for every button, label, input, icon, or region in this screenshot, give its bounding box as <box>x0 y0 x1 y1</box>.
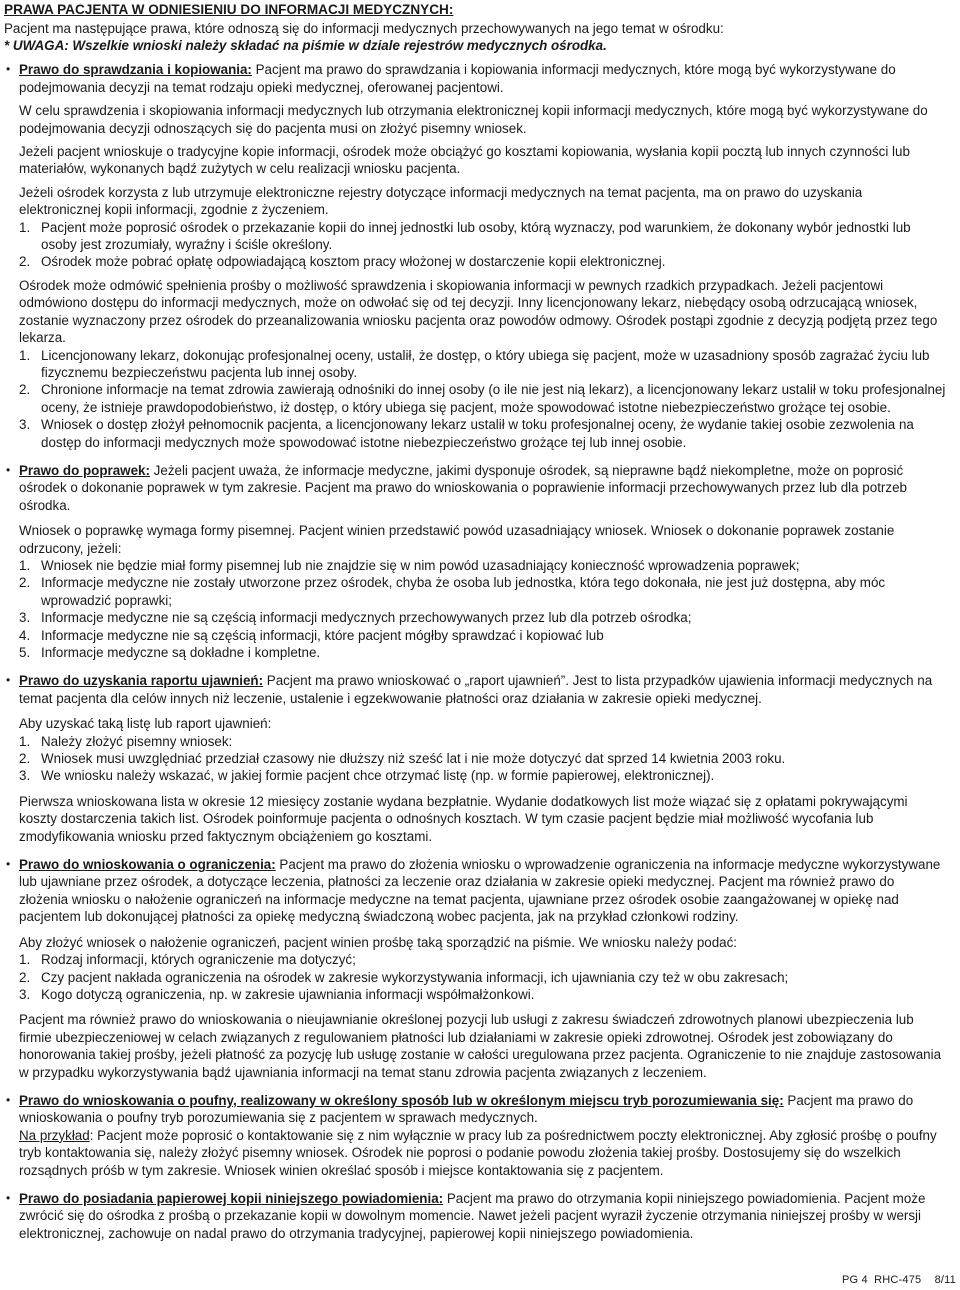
bullet-icon: • <box>6 62 11 77</box>
bullet-icon: • <box>6 857 11 872</box>
section-text: Pacjent ma prawo wnioskować o „raport ujawnień”. Jest to lista przypadków ujawienia informacji medycznych na temat pacjenta dla celów innych niż leczenie, ustalenie i egzekwowanie płatności oraz działania w zakresie opieki medycznej. <box>19 673 933 706</box>
section-heading: Prawo do sprawdzania i kopiowania: <box>19 62 252 78</box>
list-item: 1. Pacjent może poprosić ośrodek o przekazanie kopii do innej jednostki lub osoby, którą wyznaczy, pod warunkiem, że dokonany wybór jednostki lub osoby jest zrozumiały, wyraźny i ściśle określony. <box>19 219 911 253</box>
paragraph: Pierwsza wnioskowana lista w okresie 12 miesięcy zostanie wydana bezpłatnie. Wydanie dodatkowych list może wiązać się z opłatami pokrywającymi koszty dostarczenia takich list. Ośrodek poinformuje pacjenta o odnośnych kosztach. W tym czasie pacjent będzie miał możliwość wycofania lub zmodyfikowania wniosku przed faktycznym obciążeniem go kosztami. <box>19 793 908 844</box>
section-paper-copy <box>4 1190 946 1242</box>
list-item: 1. Należy złożyć pisemny wniosek: <box>19 733 233 749</box>
section-heading: Prawo do posiadania papierowej kopii niniejszego powiadomienia: <box>19 1190 444 1206</box>
paragraph: Aby złożyć wniosek o nałożenie ograniczeń, pacjent winien prośbę taką sporządzić na piśmie. We wniosku należy podać: <box>19 934 738 950</box>
section-heading: Prawo do poprawek: <box>19 462 150 478</box>
list-item: 2. Wniosek musi uwzględniać przedział czasowy nie dłuższy niż sześć lat i nie może dotyczyć dat sprzed 14 kwietnia 2003 roku. <box>19 751 786 767</box>
section-restrictions <box>4 856 946 1081</box>
form-date: 8/11 <box>934 1274 956 1286</box>
list-item: 2. Czy pacjent nakłada ograniczenia na ośrodek w zakresie wykorzystywania informacji, ich ujawniania czy też w obu zakresach; <box>19 969 789 985</box>
example-text: : Pacjent może poprosić o kontaktowanie się z nim wyłącznie w pracy lub za pośrednictwem poczty elektronicznej. Aby zgłosić prośbę o poufny tryb kontaktowania się, należy złożyć pisemny wniosek. Ośrodek nie poprosi o podanie powodu złożenia takiej prośby. Dostosujemy się do wszelkich rozsądnych próśb w tym zakresie. Wniosek winien określać sposób i miejsce kontaktowania się z pacjentem. <box>19 1127 937 1178</box>
numbered-list <box>19 219 946 271</box>
list-item: 3. Wniosek o dostęp złożył pełnomocnik pacjenta, a licencjonowany lekarz ustalił w toku profesjonalnej oceny, że wydanie takiej osobie zezwolenia na dostęp do informacji medycznych może spowodować istotne niebezpieczeństwo grożące tej lub innej osobie. <box>19 417 914 450</box>
bullet-icon: • <box>6 1092 11 1107</box>
section-heading: Prawo do wnioskowania o poufny, realizowany w określony sposób lub w określonym miejscu tryb porozumiewania się: <box>19 1092 784 1108</box>
section-text: Pacjent ma prawo do otrzymania kopii niniejszego powiadomienia. Pacjent może zwrócić się do ośrodka z prośbą o przekazanie kopii w dowolnym momencie. Nawet jeżeli pacjent wyraził życzenie otrzymania niniejszej prośby w wersji elektronicznej, zachowuje on nadal prawo do otrzymania tradycyjnej, papierowej kopii niniejszego powiadomienia. <box>19 1190 926 1241</box>
section-heading: Prawo do uzyskania raportu ujawnień: <box>19 673 264 689</box>
page-title: PRAWA PACJENTA W ODNIESIENIU DO INFORMACJI MEDYCZNYCH: <box>4 2 454 17</box>
section-text: Pacjent ma prawo do złożenia wniosku o wprowadzenie ograniczenia na informacje medyczne wykorzystywane lub ujawniane przez ośrodek, a dotyczące leczenia, płatności za leczenie oraz działania w zakresie opieki medycznej. Pacjent ma również prawo do złożenia wniosku o nałożenie ograniczeń na informacje medyczne na temat pacjenta, ujawniane przez ośrodek osobie zaangażowanej w opiekę nad pacjentem lub dokonującej płatności za opiekę medyczną świadczoną wobec pacjenta, jak na przykład członkowi rodziny. <box>19 857 941 925</box>
section-text: Pacjent ma prawo do wnioskowania o poufny tryb porozumiewania się z pacjentem w sprawach medycznych. <box>19 1092 914 1126</box>
page-number: PG 4 <box>841 1274 868 1286</box>
numbered-list <box>19 347 946 451</box>
paragraph: Jeżeli pacjent wnioskuje o tradycyjne kopie informacji, ośrodek może obciążyć go kosztami kopiowania, wysłania kopii pocztą lub innych czynności lub materiałów, wykonanych bądź zużytych w celu realizacji wniosku pacjenta. <box>19 144 910 177</box>
example-label: Na przykład <box>19 1127 90 1143</box>
list-item: 3. We wniosku należy wskazać, w jakiej formie pacjent chce otrzymać listę (np. w formie papierowej, elektronicznej). <box>19 768 715 784</box>
paragraph: Pacjent ma również prawo do wnioskowania o nieujawnianie określonej pozycji lub usługi z zakresu świadczeń zdrowotnych planowi ubezpieczenia lub firmie ubezpieczeniowej w celach związanych z regulowaniem płatności lub działaniami w zakresie opieki zdrowotnej. Ośrodek jest zobowiązany do honorowania takiej prośby, jeżeli płatność za pozycję lub usługę zostanie w całości uregulowana przez pacjenta. Ograniczenie to nie znajduje zastosowania w przypadku wykorzystywania bądź ujawniania informacji na temat stanu zdrowia pacjenta związanych z leczeniem. <box>19 1012 942 1080</box>
list-item: 1. Wniosek nie będzie miał formy pisemnej lub nie znajdzie się w nim powód uzasadniający konieczność wprowadzenia poprawek; <box>19 557 800 573</box>
intro-text: Pacjent ma następujące prawa, które odnoszą się do informacji medycznych przechowywanych na jego temat w ośrodku: <box>4 21 724 36</box>
numbered-list <box>19 733 946 785</box>
bullet-icon: • <box>6 462 11 477</box>
form-code: RHC-475 <box>874 1274 922 1286</box>
paragraph: Jeżeli ośrodek korzysta z lub utrzymuje elektroniczne rejestry dotyczące informacji medycznych na temat pacjenta, ma on prawo do uzyskania elektronicznej kopii informacji, zgodnie z życzeniem. <box>19 184 863 218</box>
list-item: 1. Rodzaj informacji, których ograniczenie ma dotyczyć; <box>19 952 356 968</box>
list-item: 3. Informacje medyczne nie są częścią informacji medycznych przechowywanych przez lub dla potrzeb ośrodka; <box>19 610 692 626</box>
bullet-icon: • <box>6 1190 11 1205</box>
section-inspect-copy <box>4 61 946 451</box>
list-item: 2. Chronione informacje na temat zdrowia zawierają odnośniki do innej osoby (o ile nie jest nią lekarz), a licencjonowany lekarz ustalił w toku profesjonalnej oceny, że istnieje prawdopodobieństwo, iż dostęp, o który ubiega się pacjent, może spowodować istotne niebezpieczeństwo grożące tej osobie. <box>19 382 946 415</box>
numbered-list <box>19 557 946 661</box>
section-heading: Prawo do wnioskowania o ograniczenia: <box>19 857 276 873</box>
section-confidential-communication <box>4 1092 946 1179</box>
list-item: 2. Ośrodek może pobrać opłatę odpowiadającą kosztom pracy włożonej w dostarczenie kopii elektronicznej. <box>19 254 666 270</box>
list-item: 3. Kogo dotyczą ograniczenia, np. w zakresie ujawniania informacji współmałżonkowi. <box>19 986 535 1002</box>
page-footer <box>839 1274 956 1287</box>
paragraph: Aby uzyskać taką listę lub raport ujawnień: <box>19 716 272 732</box>
section-accounting-disclosures <box>4 672 946 845</box>
list-item: 4. Informacje medyczne nie są częścią informacji, które pacjent mógłby sprawdzać i kopiować lub <box>19 627 604 643</box>
list-item: 5. Informacje medyczne są dokładne i kompletne. <box>19 645 321 660</box>
warning-note: * UWAGA: Wszelkie wnioski należy składać na piśmie w dziale rejestrów medycznych ośrodka. <box>4 38 607 54</box>
list-item: 1. Licencjonowany lekarz, dokonując profesjonalnej oceny, ustalił, że dostęp, o który ubiega się pacjent, może w uzasadniony sposób zagrażać życiu lub fizycznemu bezpieczeństwu pacjenta lub innej osoby. <box>19 347 930 380</box>
paragraph: Ośrodek może odmówić spełnienia prośby o możliwość sprawdzenia i skopiowania informacji w pewnych rzadkich przypadkach. Jeżeli pacjentowi odmówiono dostępu do informacji medycznych, może on odwołać się od tej decyzji. Inny licencjonowany lekarz, niebędący osobą odrzucającą wniosek, zostanie wyznaczony przez ośrodek do przeanalizowania wniosku pacjenta oraz powodów odmowy. Ośrodek postąpi zgodnie z decyzją podjętą przez tego lekarza. <box>19 277 938 346</box>
numbered-list <box>19 951 946 1003</box>
section-text: Pacjent ma prawo do sprawdzania i kopiowania informacji medycznych, które mogą być wykorzystywane do podejmowania decyzji na temat rodzaju opieki medycznej, oferowanej pacjentowi. <box>19 62 896 95</box>
paragraph: Wniosek o poprawkę wymaga formy pisemnej. Pacjent winien przedstawić powód uzasadniający wniosek. Wniosek o dokonanie poprawek zostanie odrzucony, jeżeli: <box>19 523 895 556</box>
section-text: Jeżeli pacjent uważa, że informacje medyczne, jakimi dysponuje ośrodek, są nieprawne bądź niekompletne, może on poprosić ośrodek o dokonanie poprawek w tym zakresie. Pacjent ma prawo do wnioskowania o poprawienie informacji przechowywanych przez lub dla potrzeb ośrodka. <box>19 462 907 513</box>
bullet-icon: • <box>6 673 11 688</box>
section-amendment <box>4 462 946 661</box>
paragraph: W celu sprawdzenia i skopiowania informacji medycznych lub otrzymania elektronicznej kopii informacji medycznych, które mogą być wykorzystywane do podejmowania decyzji odnoszących się do pacjenta musi on złożyć pisemny wniosek. <box>19 103 928 136</box>
list-item: 2. Informacje medyczne nie zostały utworzone przez ośrodek, chyba że osoba lub jednostka, która tego dokonała, nie jest już dostępna, aby móc wprowadzić poprawki; <box>19 575 886 608</box>
